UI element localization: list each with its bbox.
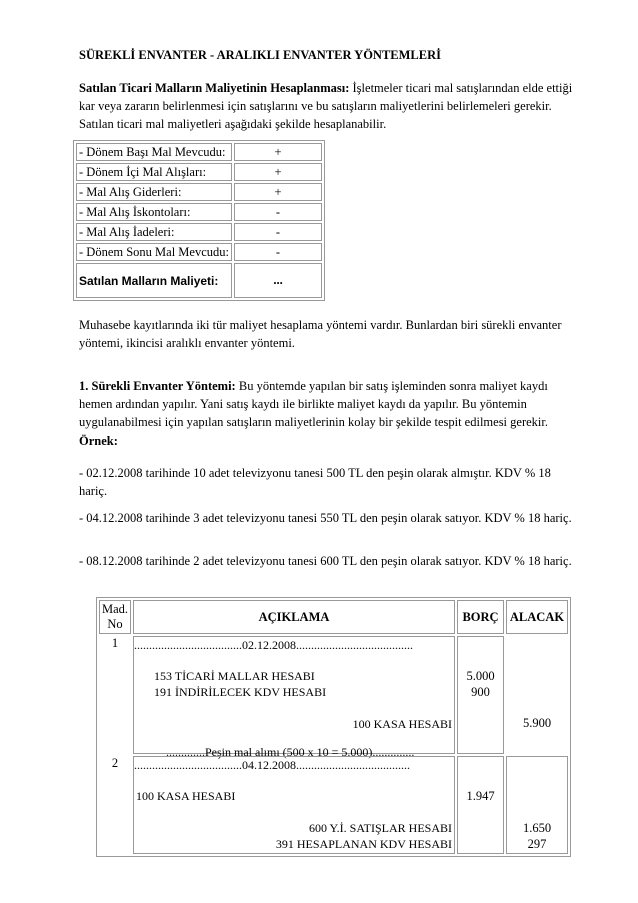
summary-sign: - <box>234 203 322 221</box>
credit-account: 100 KASA HESABI <box>352 717 452 731</box>
entry-description <box>133 756 455 854</box>
header-description: AÇIKLAMA <box>133 600 455 634</box>
summary-sign: - <box>234 243 322 261</box>
journal-header-row <box>99 600 568 634</box>
entry-number: 1 <box>111 636 119 650</box>
methods-paragraph: Muhasebe kayıtlarında iki tür maliyet hesaplama yöntemi vardır. Bunlardan biri sürekli envanter yöntemi, ikincisi aralıklı envanter yöntemi. <box>79 318 562 350</box>
debit-account: 100 KASA HESABI <box>136 789 236 803</box>
credit-amount: 1.650 <box>522 821 552 835</box>
section1-paragraph <box>79 377 579 431</box>
header-debit: BORÇ <box>457 600 504 634</box>
header-entry-no: Mad. No <box>99 600 131 634</box>
header-credit: ALACAK <box>506 600 568 634</box>
summary-row <box>76 143 322 161</box>
entry-description <box>133 636 455 759</box>
section1-heading: 1. Sürekli Envanter Yöntemi: <box>79 379 236 393</box>
example-item: - 02.12.2008 tarihinde 10 adet televizyonu tanesi 500 TL den peşin olarak almıştır. KDV % 18 hariç. <box>79 466 551 498</box>
debit-account: 191 İNDİRİLECEK KDV HESABI <box>154 685 327 699</box>
credit-amount: 297 <box>527 837 547 851</box>
entry-debit-cell <box>457 756 504 854</box>
credit-account: 391 HESAPLANAN KDV HESABI <box>275 837 452 851</box>
debit-amount: 900 <box>471 685 490 699</box>
summary-total-value: ... <box>234 263 322 298</box>
summary-label: - Dönem Başı Mal Mevcudu: <box>76 143 232 161</box>
entry-note: .............Peşin mal alımı (500 x 10 = 5.000).............. <box>166 745 415 759</box>
summary-row <box>76 223 322 241</box>
entry-debit-cell <box>457 636 504 754</box>
summary-total-label: Satılan Malların Maliyeti: <box>76 263 232 298</box>
debit-amount: 5.000 <box>466 669 495 683</box>
summary-label: - Mal Alış İadeleri: <box>76 223 232 241</box>
summary-label: - Dönem Sonu Mal Mevcudu: <box>76 243 232 261</box>
entry-date-line: ....................................02.12.2008....................................... <box>134 638 413 652</box>
debit-amount: 1.947 <box>466 789 495 803</box>
summary-total-row <box>76 263 322 298</box>
intro-text: İşletmeler ticari mal satışlarından elde ettiği kar veya zararın belirlenmesi için satışlarını ve bu satışların maliyetlerini belirlemeleri gerekir. Satılan ticari mal maliyetleri aşağıdaki şekilde hesaplanabilir. <box>79 81 573 131</box>
summary-sign: + <box>234 183 322 201</box>
summary-sign: + <box>234 163 322 181</box>
intro-heading: Satılan Ticari Malların Maliyetinin Hesaplanması: <box>79 81 350 95</box>
page-title: SÜREKLİ ENVANTER - ARALIKLI ENVANTER YÖNTEMLERİ <box>79 48 441 62</box>
summary-label: - Dönem İçi Mal Alışları: <box>76 163 232 181</box>
section1-text: Bu yöntemde yapılan bir satış işleminden sonra maliyet kaydı hemen ardından yapılır. Yani satış kaydı ile birlikte maliyet kaydı da yapılır. Bu yöntemin uygulanabilmesi için yapılan satışların maliyetlerinin kolay bir şekilde tespit edilmesi gerekir. <box>79 379 548 429</box>
entry-number: 2 <box>111 756 119 770</box>
example-item: - 08.12.2008 tarihinde 2 adet televizyonu tanesi 600 TL den peşin olarak satıyor. KDV % 18 hariç. <box>79 554 572 568</box>
credit-account: 600 Y.İ. SATIŞLAR HESABI <box>308 821 452 835</box>
summary-row <box>76 243 322 261</box>
entry-date-line: ....................................04.12.2008...................................... <box>134 758 410 772</box>
journal-entry-2 <box>99 756 568 854</box>
summary-row <box>76 203 322 221</box>
summary-row <box>76 183 322 201</box>
journal-table <box>96 597 571 857</box>
entry-credit-cell <box>506 636 568 754</box>
summary-label: - Mal Alış Giderleri: <box>76 183 232 201</box>
summary-sign: - <box>234 223 322 241</box>
example-item: - 04.12.2008 tarihinde 3 adet televizyonu tanesi 550 TL den peşin olarak satıyor. KDV % 18 hariç. <box>79 511 572 525</box>
debit-account: 153 TİCARİ MALLAR HESABI <box>154 669 315 683</box>
credit-amount: 5.900 <box>522 716 552 730</box>
summary-sign: + <box>234 143 322 161</box>
cost-summary-table <box>73 140 325 301</box>
summary-row <box>76 163 322 181</box>
example-label: Örnek: <box>79 434 118 448</box>
journal-entry-1 <box>99 636 568 754</box>
summary-label: - Mal Alış İskontoları: <box>76 203 232 221</box>
intro-paragraph <box>79 79 579 133</box>
entry-credit-cell <box>506 756 568 854</box>
